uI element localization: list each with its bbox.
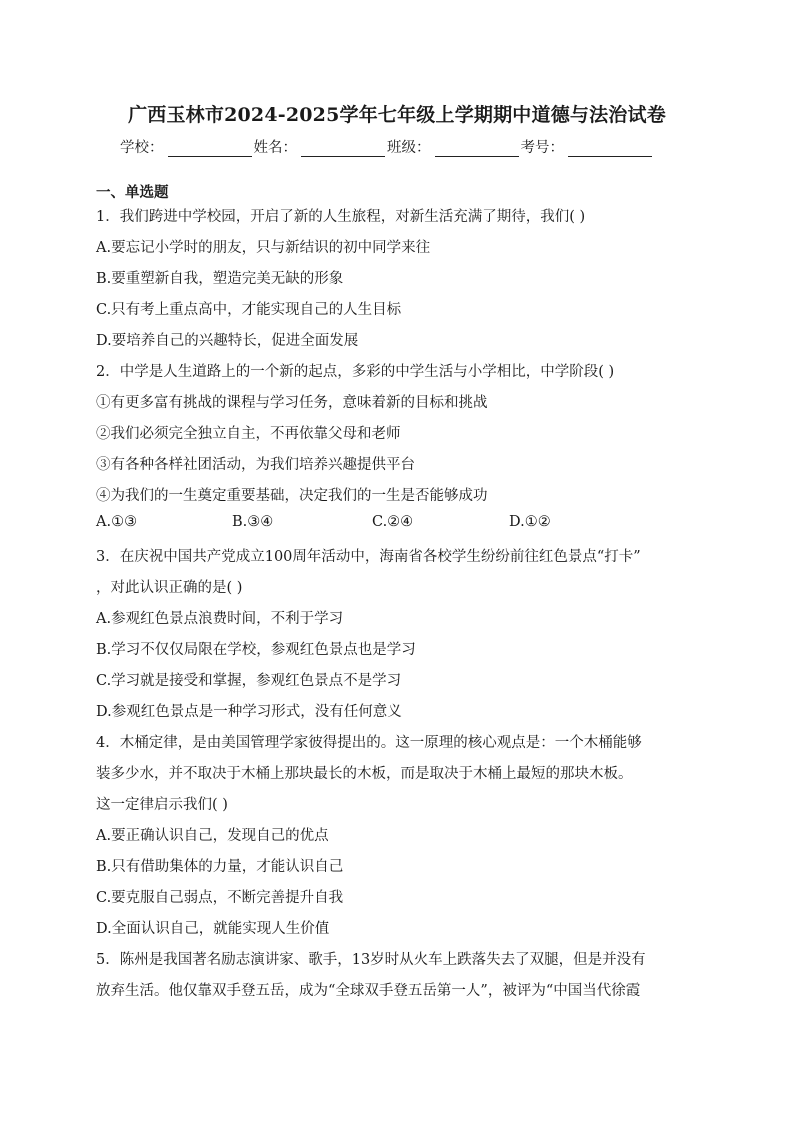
q3-option-a: A.参观红色景点浪费时间，不利于学习 bbox=[96, 611, 344, 627]
q4-stem-line-1: 4．木桶定律，是由美国管理学家彼得提出的。这一原理的核心观点是：一个木桶能够 bbox=[96, 735, 642, 751]
q3-option-d: D.参观红色景点是一种学习形式，没有任何意义 bbox=[96, 704, 402, 720]
section-heading: 一、单选题 bbox=[96, 184, 169, 201]
name-label: 姓名： bbox=[253, 140, 297, 156]
q4-option-c: C.要克服自己弱点，不断完善提升自我 bbox=[96, 890, 344, 906]
q2-option-b: B.③④ bbox=[232, 514, 274, 530]
number-label: 考号： bbox=[520, 140, 564, 156]
q1-option-b: B.要重塑新自我，塑造完美无缺的形象 bbox=[96, 271, 344, 287]
q5-stem-line-2: 放弃生活。他仅靠双手登五岳，成为“全球双手登五岳第一人”，被评为“中国当代徐霞 bbox=[96, 983, 641, 999]
student-info-row bbox=[120, 136, 654, 157]
q2-statement-4: ④为我们的一生奠定重要基础，决定我们的一生是否能够成功 bbox=[96, 488, 488, 504]
number-blank[interactable] bbox=[568, 140, 652, 157]
q1-option-c: C.只有考上重点高中，才能实现自己的人生目标 bbox=[96, 302, 402, 318]
q3-option-c: C.学习就是接受和掌握，参观红色景点不是学习 bbox=[96, 673, 402, 689]
q2-option-a: A.①③ bbox=[96, 514, 138, 530]
q4-option-d: D.全面认识自己，就能实现人生价值 bbox=[96, 921, 330, 937]
q2-stem: 2．中学是人生道路上的一个新的起点，多彩的中学生活与小学相比，中学阶段( ) bbox=[96, 364, 615, 380]
q1-option-d: D.要培养自己的兴趣特长，促进全面发展 bbox=[96, 333, 359, 349]
class-label: 班级： bbox=[387, 140, 431, 156]
q4-option-b: B.只有借助集体的力量，才能认识自己 bbox=[96, 859, 344, 875]
q2-option-d: D.①② bbox=[509, 514, 551, 530]
q1-option-a: A.要忘记小学时的朋友，只与新结识的初中同学来往 bbox=[96, 240, 431, 256]
q3-stem-line-1: 3．在庆祝中国共产党成立100周年活动中，海南省各校学生纷纷前往红色景点“打卡” bbox=[96, 549, 641, 565]
q2-statement-2: ②我们必须完全独立自主，不再依靠父母和老师 bbox=[96, 426, 401, 442]
q4-stem-line-3: 这一定律启示我们( ) bbox=[96, 797, 228, 813]
q4-option-a: A.要正确认识自己，发现自己的优点 bbox=[96, 828, 329, 844]
page-title: 广西玉林市2024-2025学年七年级上学期期中道德与法治试卷 bbox=[128, 104, 666, 126]
q2-option-c: C.②④ bbox=[372, 514, 414, 530]
name-blank[interactable] bbox=[301, 140, 385, 157]
school-label: 学校： bbox=[120, 140, 164, 156]
q4-stem-line-2: 装多少水，并不取决于木桶上那块最长的木板，而是取决于木桶上最短的那块木板。 bbox=[96, 766, 633, 782]
q1-stem: 1．我们跨进中学校园，开启了新的人生旅程，对新生活充满了期待，我们( ) bbox=[96, 209, 586, 225]
school-blank[interactable] bbox=[168, 140, 252, 157]
q5-stem-line-1: 5．陈州是我国著名励志演讲家、歌手，13岁时从火车上跌落失去了双腿，但是并没有 bbox=[96, 952, 646, 968]
class-blank[interactable] bbox=[435, 140, 519, 157]
q3-stem-line-2: ，对此认识正确的是( ) bbox=[96, 580, 243, 596]
q2-statement-3: ③有各种各样社团活动，为我们培养兴趣提供平台 bbox=[96, 457, 415, 473]
q2-statement-1: ①有更多富有挑战的课程与学习任务，意味着新的目标和挑战 bbox=[96, 395, 488, 411]
q3-option-b: B.学习不仅仅局限在学校，参观红色景点也是学习 bbox=[96, 642, 416, 658]
